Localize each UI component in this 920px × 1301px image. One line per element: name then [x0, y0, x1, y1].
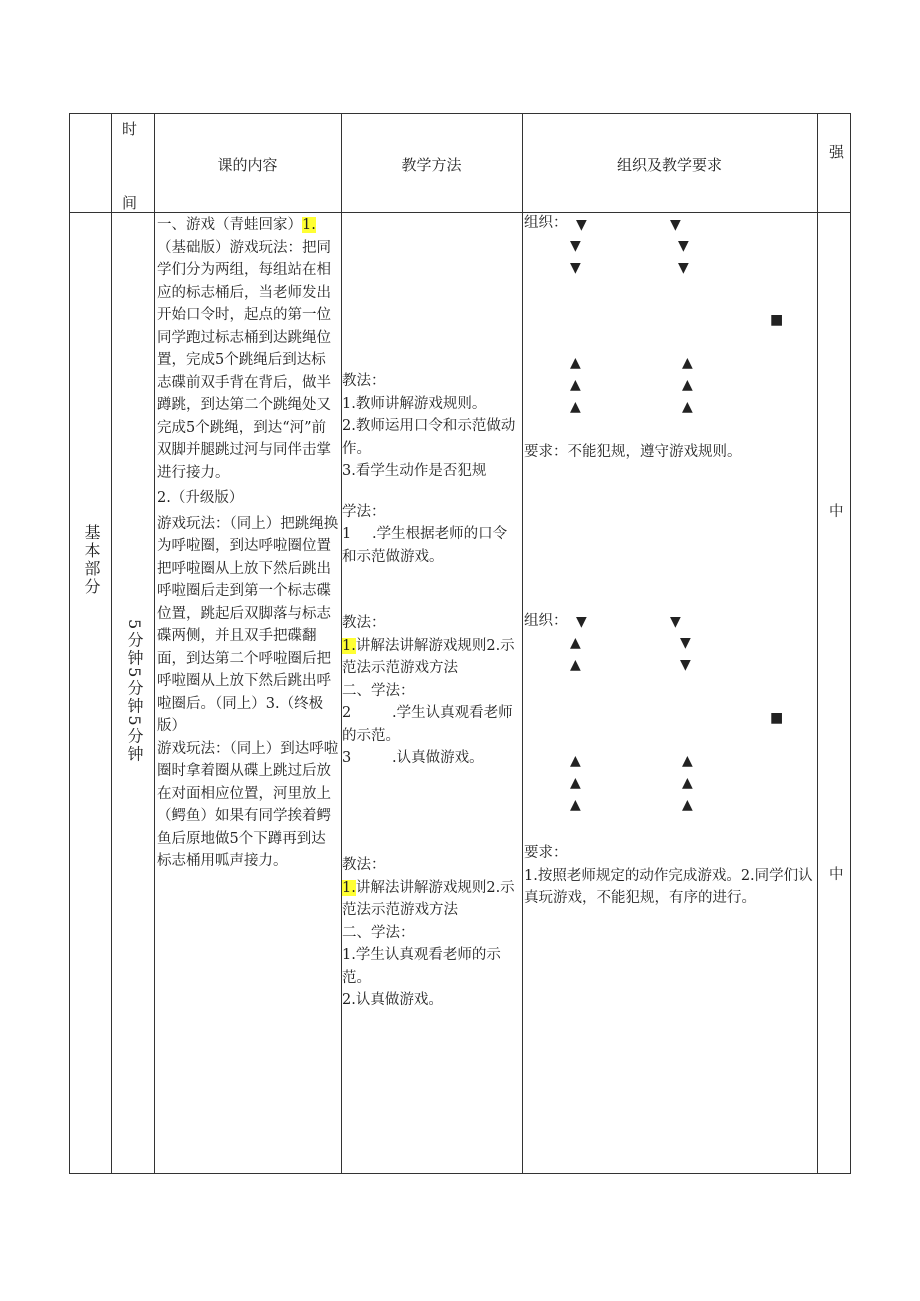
- ultimate-play: 游戏玩法：（同上）到达呼啦圈时拿着圈从碟上跳过后放在对面相应位置，河里放上（鳄鱼）如果有同学挨着鳄鱼后原地做5个下蹲再到达标志桶用呱声接力。: [157, 740, 339, 869]
- header-method: 教学方法: [401, 156, 462, 174]
- up-triangle-icon: ▲: [682, 797, 693, 813]
- up-triangle-icon: ▲: [682, 377, 693, 393]
- game-title-number: 1.: [302, 217, 316, 233]
- lesson-plan-table: [69, 113, 851, 1174]
- down-triangle-icon: ▼: [670, 217, 681, 233]
- method-title: 教法：: [342, 615, 386, 631]
- method-item: 3.看学生动作是否犯规: [342, 463, 487, 479]
- learning-title: 学法：: [342, 503, 386, 520]
- basic-play: （基础版）游戏玩法：把同学们分为两组，每组站在相应的标志桶后，当老师发出开始口令时，起点的第一位同学跑过标志桶到达跳绳位置，完成5个跳绳后到达标志碟前双手背在背后，做半蹲跳，到达第二个跳绳处又完成5个跳绳，到达“河”前双脚并腿跳过河与同伴击掌进行接力。: [157, 239, 331, 481]
- upgrade-title: 2.（升级版）: [157, 490, 244, 506]
- down-triangle-icon: ▼: [576, 217, 587, 233]
- method-number: 1.: [342, 637, 356, 654]
- learning-number: 3: [342, 750, 352, 766]
- learning-item: .认真做游戏。: [392, 750, 484, 766]
- down-triangle-icon: ▼: [670, 614, 681, 630]
- down-triangle-icon: ▼: [678, 260, 689, 276]
- up-triangle-icon: ▲: [682, 399, 693, 415]
- header-intensity: 强: [829, 143, 845, 161]
- method-item: 讲解法讲解游戏规则2.示范法示范游戏方法: [342, 637, 515, 676]
- method-title: 教法：: [342, 857, 386, 873]
- org-requirement-1: 要求：不能犯规，遵守游戏规则。: [524, 444, 742, 460]
- up-triangle-icon: ▲: [570, 797, 581, 813]
- method-block-1: [342, 370, 520, 568]
- up-triangle-icon: ▲: [570, 377, 581, 393]
- up-triangle-icon: ▲: [682, 753, 693, 769]
- org-label-2: 组织：: [524, 613, 568, 629]
- requirement-title: 要求：: [524, 845, 568, 861]
- game-paragraph: [157, 214, 339, 484]
- header-content: 课的内容: [217, 156, 278, 174]
- header-time-bottom: 间: [122, 194, 138, 212]
- section-time: 5分钟5分钟5分钟: [125, 619, 144, 764]
- up-triangle-icon: ▲: [682, 355, 693, 371]
- learning-title: 二、学法：: [342, 682, 415, 699]
- game-title: 一、游戏（青蛙回家）: [157, 217, 302, 233]
- learning-item: 2.认真做游戏。: [342, 992, 443, 1008]
- down-triangle-icon: ▼: [678, 238, 689, 254]
- square-icon: ■: [770, 710, 784, 726]
- learning-item: 1.学生认真观看老师的示范。: [342, 947, 501, 986]
- col-divider: [111, 114, 112, 1173]
- method-block-3: [342, 854, 520, 1012]
- up-triangle-icon: ▲: [570, 753, 581, 769]
- method-item: 讲解法讲解游戏规则2.示范法示范游戏方法: [342, 879, 515, 918]
- method-title: 教法：: [342, 373, 386, 389]
- up-triangle-icon: ▲: [570, 355, 581, 371]
- col-divider: [817, 114, 818, 1173]
- header-time-top: 时: [122, 120, 138, 138]
- learning-title: 二、学法：: [342, 924, 415, 941]
- down-triangle-icon: ▼: [680, 657, 691, 673]
- up-triangle-icon: ▲: [570, 775, 581, 791]
- up-triangle-icon: ▲: [570, 399, 581, 415]
- down-triangle-icon: ▼: [570, 260, 581, 276]
- down-triangle-icon: ▼: [680, 635, 691, 651]
- learning-item: .学生认真观看老师的示范。: [342, 705, 513, 744]
- col-divider: [154, 114, 155, 1173]
- up-triangle-icon: ▲: [682, 775, 693, 791]
- method-item: 1.教师讲解游戏规则。: [342, 395, 487, 412]
- header-org: 组织及教学要求: [616, 156, 722, 174]
- method-block-2: [342, 612, 520, 770]
- intensity-value-1: 中: [829, 504, 844, 520]
- col-divider: [522, 114, 523, 1173]
- upgrade-play: 游戏玩法：（同上）把跳绳换为呼啦圈，到达呼啦圈位置把呼啦圈从上放下然后跳出呼啦圈后走到第一个标志碟位置，跳起后双脚落与标志碟两侧，并且双手把碟翻面，到达第二个呼啦圈后把呼啦圈从上放下然后跳出呼啦圈后。（同上）3.（终极版）: [157, 515, 339, 734]
- up-triangle-icon: ▲: [570, 635, 581, 651]
- up-triangle-icon: ▲: [570, 657, 581, 673]
- org-requirement-2: [524, 842, 814, 910]
- learning-number: 1: [342, 526, 352, 542]
- section-name: 基本部分: [82, 524, 101, 596]
- requirement-text: 1.按照老师规定的动作完成游戏。2.同学们认真玩游戏，不能犯规，有序的进行。: [524, 867, 813, 906]
- learning-number: 2: [342, 705, 352, 721]
- learning-item: .学生根据老师的口令和示范做游戏。: [342, 526, 508, 565]
- header-divider: [70, 212, 850, 213]
- intensity-value-2: 中: [829, 867, 844, 883]
- square-icon: ■: [770, 312, 784, 328]
- method-item: 2.教师运用口令和示范做动作。: [342, 418, 516, 457]
- content-cell: [157, 214, 339, 873]
- down-triangle-icon: ▼: [576, 614, 587, 630]
- down-triangle-icon: ▼: [570, 238, 581, 254]
- method-number: 1.: [342, 879, 356, 896]
- org-label-1: 组织：: [524, 215, 568, 231]
